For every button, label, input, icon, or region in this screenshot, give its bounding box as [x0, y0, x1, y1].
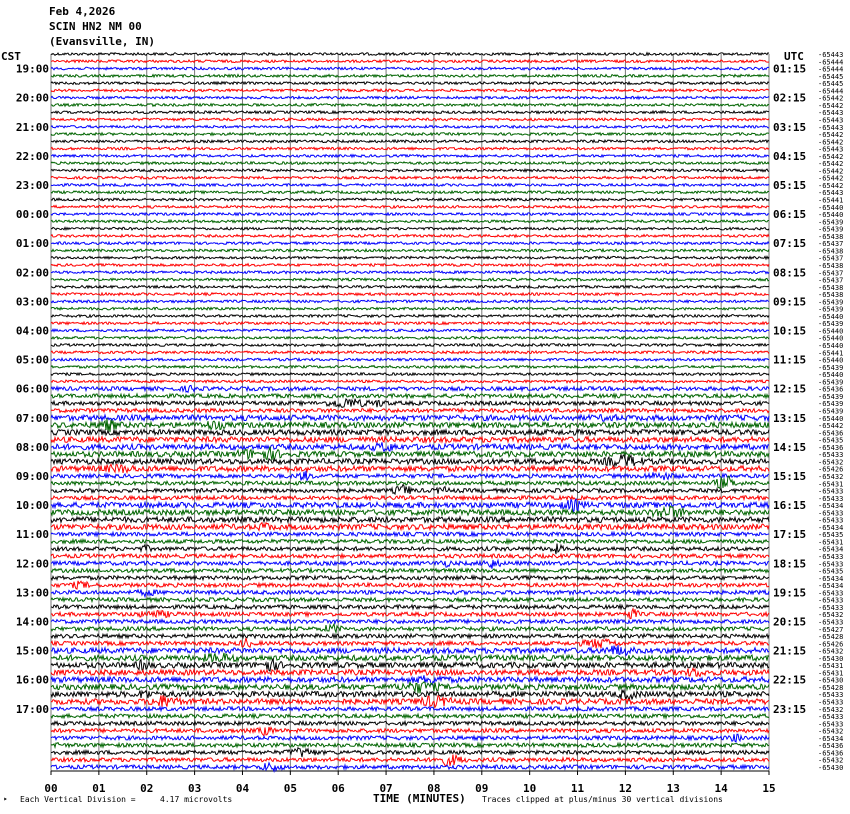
- trace-line: [51, 169, 769, 172]
- trace-offset-label: -65433: [818, 589, 844, 598]
- utc-time-label: 12:15: [773, 382, 807, 396]
- utc-time-label: 22:15: [773, 673, 807, 687]
- trace-line: [51, 82, 769, 85]
- trace-offset-label: -65432: [818, 756, 844, 765]
- trace-line: [51, 249, 769, 252]
- cst-time-label: 11:00: [15, 528, 49, 542]
- utc-time-label: 23:15: [773, 702, 807, 716]
- trace-offset-label: -65434: [818, 523, 844, 532]
- trace-offset-label: -65432: [818, 458, 844, 467]
- trace-line: [51, 213, 769, 216]
- trace-line: [51, 191, 769, 194]
- utc-time-label: 14:15: [773, 440, 807, 454]
- trace-offset-label: -65440: [818, 342, 844, 351]
- cst-time-label: 00:00: [15, 208, 49, 222]
- x-tick-label: 10: [523, 782, 537, 795]
- trace-offset-label: -65426: [818, 465, 844, 474]
- header-location: (Evansville, IN): [49, 35, 155, 48]
- trace-line: [51, 576, 769, 580]
- utc-time-label: 06:15: [773, 208, 807, 222]
- trace-line: [51, 206, 769, 209]
- trace-offset-label: -65437: [818, 276, 844, 285]
- trace-offset-label: -65431: [818, 538, 844, 547]
- trace-line: [51, 653, 769, 662]
- trace-offset-label: -65439: [818, 363, 844, 372]
- trace-offset-label: -65433: [818, 494, 844, 503]
- trace-line: [51, 126, 769, 129]
- trace-line: [51, 140, 769, 143]
- footer-scale-label: Each Vertical Division =: [20, 795, 136, 804]
- trace-line: [51, 634, 769, 638]
- trace-offset-label: -65432: [818, 611, 844, 620]
- utc-time-label: 17:15: [773, 528, 807, 542]
- trace-line: [51, 366, 769, 369]
- trace-line: [51, 609, 769, 619]
- trace-line: [51, 235, 769, 238]
- trace-offset-label: -65440: [818, 312, 844, 321]
- trace-offset-label: -65434: [818, 582, 844, 591]
- trace-offset-label: -65443: [818, 145, 844, 154]
- cst-time-label: 13:00: [15, 586, 49, 600]
- trace-line: [51, 315, 769, 318]
- utc-time-label: 19:15: [773, 586, 807, 600]
- trace-offset-label: -65440: [818, 414, 844, 423]
- utc-time-label: 01:15: [773, 62, 807, 76]
- trace-line: [51, 485, 769, 494]
- x-tick-label: 07: [379, 782, 393, 795]
- x-tick-label: 09: [475, 782, 489, 795]
- trace-offset-label: -65442: [818, 181, 844, 190]
- trace-offset-label: -65434: [818, 574, 844, 583]
- cst-time-label: 07:00: [15, 411, 49, 425]
- trace-line: [51, 598, 769, 602]
- trace-offset-label: -65438: [818, 232, 844, 241]
- trace-line: [51, 176, 769, 179]
- trace-line: [51, 278, 769, 281]
- trace-line: [51, 256, 769, 259]
- cst-time-label: 04:00: [15, 324, 49, 338]
- trace-offset-label: -65443: [818, 123, 844, 132]
- trace-line: [51, 89, 769, 92]
- trace-line: [51, 707, 769, 711]
- trace-offset-label: -65433: [818, 603, 844, 612]
- trace-line: [51, 569, 769, 573]
- cst-time-label: 06:00: [15, 382, 49, 396]
- trace-offset-label: -65433: [818, 451, 844, 460]
- cst-time-label: 23:00: [15, 178, 49, 192]
- utc-time-label: 08:15: [773, 266, 807, 280]
- trace-line: [51, 734, 769, 742]
- trace-line: [51, 668, 769, 676]
- trace-offset-label: -65433: [818, 560, 844, 569]
- trace-line: [51, 60, 769, 63]
- cst-time-label: 19:00: [15, 62, 49, 76]
- x-tick-label: 04: [235, 782, 250, 795]
- trace-line: [51, 344, 769, 347]
- trace-offset-label: -65442: [818, 174, 844, 183]
- trace-line: [51, 544, 769, 555]
- trace-line: [51, 499, 769, 512]
- cst-time-label: 10:00: [15, 499, 49, 513]
- trace-line: [51, 755, 769, 766]
- trace-offset-label: -65442: [818, 160, 844, 169]
- footer-scale-value: 4.17 microvolts: [160, 795, 233, 804]
- trace-line: [51, 220, 769, 223]
- trace-offset-label: -65444: [818, 87, 844, 96]
- trace-line: [51, 415, 769, 422]
- trace-line: [51, 118, 769, 121]
- trace-offset-label: -65433: [818, 713, 844, 722]
- trace-line: [51, 471, 769, 481]
- trace-offset-label: -65434: [818, 734, 844, 743]
- left-axis-label: CST: [1, 50, 21, 63]
- trace-line: [51, 645, 769, 655]
- trace-line: [51, 399, 769, 408]
- trace-offset-label: -65436: [818, 385, 844, 394]
- trace-line: [51, 620, 769, 624]
- cst-time-label: 21:00: [15, 120, 49, 134]
- trace-offset-label: -65435: [818, 567, 844, 576]
- trace-offset-label: -65445: [818, 72, 844, 81]
- trace-offset-label: -65430: [818, 654, 844, 663]
- trace-line: [51, 748, 769, 757]
- trace-line: [51, 517, 769, 523]
- trace-line: [51, 581, 769, 589]
- trace-line: [51, 430, 769, 436]
- trace-line: [51, 605, 769, 609]
- cst-time-label: 20:00: [15, 91, 49, 105]
- trace-offset-label: -65443: [818, 51, 844, 59]
- x-tick-label: 01: [92, 782, 106, 795]
- trace-offset-label: -65428: [818, 683, 844, 692]
- trace-offset-label: -65444: [818, 65, 844, 74]
- trace-line: [51, 111, 769, 114]
- trace-line: [51, 242, 769, 245]
- trace-line: [51, 322, 769, 325]
- trace-line: [51, 155, 769, 158]
- trace-offset-label: -65438: [818, 247, 844, 256]
- trace-offset-label: -65439: [818, 407, 844, 416]
- utc-time-label: 15:15: [773, 469, 807, 483]
- x-tick-label: 03: [187, 782, 202, 795]
- trace-offset-label: -65437: [818, 269, 844, 278]
- trace-offset-label: -65439: [818, 298, 844, 307]
- utc-time-label: 09:15: [773, 295, 807, 309]
- x-tick-label: 08: [427, 782, 441, 795]
- trace-line: [51, 714, 769, 718]
- trace-offset-label: -65439: [818, 378, 844, 387]
- trace-offset-label: -65437: [818, 254, 844, 263]
- trace-line: [51, 67, 769, 70]
- cst-time-label: 09:00: [15, 469, 49, 483]
- footer-clip-note: Traces clipped at plus/minus 30 vertical divisions: [482, 795, 723, 804]
- x-tick-label: 00: [44, 782, 58, 795]
- trace-offset-label: -65443: [818, 116, 844, 125]
- trace-offset-label: -65436: [818, 742, 844, 751]
- trace-offset-label: -65441: [818, 196, 844, 205]
- trace-offset-label: -65432: [818, 647, 844, 656]
- trace-line: [51, 394, 769, 398]
- trace-offset-label: -65433: [818, 596, 844, 605]
- trace-line: [51, 554, 769, 558]
- trace-offset-label: -65434: [818, 545, 844, 554]
- trace-line: [51, 336, 769, 339]
- trace-offset-label: -65433: [818, 516, 844, 525]
- trace-offset-label: -65442: [818, 138, 844, 147]
- trace-offset-label: -65438: [818, 291, 844, 300]
- cst-time-label: 05:00: [15, 353, 49, 367]
- trace-line: [51, 307, 769, 310]
- trace-offset-label: -65434: [818, 502, 844, 511]
- trace-offset-label: -65433: [818, 487, 844, 496]
- trace-offset-label: -65442: [818, 152, 844, 161]
- trace-line: [51, 293, 769, 296]
- trace-line: [51, 162, 769, 165]
- trace-offset-label: -65432: [818, 727, 844, 736]
- trace-offset-label: -65442: [818, 422, 844, 431]
- trace-line: [51, 721, 769, 725]
- trace-line: [51, 184, 769, 187]
- x-tick-label: 12: [618, 782, 633, 795]
- trace-offset-label: -65439: [818, 320, 844, 329]
- x-tick-label: 05: [283, 782, 297, 795]
- trace-line: [51, 380, 769, 383]
- cst-time-label: 03:00: [15, 295, 49, 309]
- trace-line: [51, 385, 769, 392]
- utc-time-label: 21:15: [773, 644, 807, 658]
- utc-time-label: 11:15: [773, 353, 807, 367]
- trace-line: [51, 264, 769, 267]
- trace-line: [51, 540, 769, 544]
- trace-line: [51, 532, 769, 536]
- trace-line: [51, 373, 769, 376]
- trace-line: [51, 75, 769, 78]
- utc-time-label: 05:15: [773, 178, 807, 192]
- trace-offset-label: -65430: [818, 764, 844, 772]
- footer-marker: ‣: [3, 795, 8, 804]
- cst-time-label: 15:00: [15, 644, 49, 658]
- utc-time-label: 03:15: [773, 120, 807, 134]
- trace-line: [51, 358, 769, 361]
- trace-offset-label: -65442: [818, 167, 844, 176]
- trace-offset-label: -65436: [818, 443, 844, 452]
- trace-line: [51, 437, 769, 443]
- utc-time-label: 02:15: [773, 91, 807, 105]
- trace-offset-label: -65431: [818, 480, 844, 489]
- trace-offset-label: -65430: [818, 676, 844, 685]
- trace-offset-label: -65440: [818, 203, 844, 212]
- trace-line: [51, 271, 769, 274]
- trace-offset-label: -65441: [818, 349, 844, 358]
- trace-line: [51, 560, 769, 569]
- trace-offset-label: -65433: [818, 553, 844, 562]
- utc-time-label: 20:15: [773, 615, 807, 629]
- trace-line: [51, 763, 769, 771]
- trace-offset-label: -65439: [818, 400, 844, 409]
- trace-offset-label: -65440: [818, 211, 844, 220]
- header-date: Feb 4,2026: [49, 5, 116, 18]
- trace-offset-label: -65433: [818, 691, 844, 700]
- trace-offset-label: -65436: [818, 749, 844, 758]
- cst-time-label: 14:00: [15, 615, 49, 629]
- trace-line: [51, 695, 769, 707]
- trace-line: [51, 300, 769, 303]
- trace-line: [51, 496, 769, 500]
- trace-line: [51, 329, 769, 332]
- trace-line: [51, 464, 769, 473]
- cst-time-label: 02:00: [15, 266, 49, 280]
- trace-offset-label: -65440: [818, 356, 844, 365]
- x-axis-title: TIME (MINUTES): [373, 792, 466, 805]
- trace-line: [51, 133, 769, 136]
- trace-offset-label: -65433: [818, 720, 844, 729]
- trace-offset-label: -65439: [818, 218, 844, 227]
- traces: [51, 53, 769, 772]
- trace-line: [51, 104, 769, 107]
- trace-offset-label: -65438: [818, 283, 844, 292]
- utc-time-label: 18:15: [773, 557, 807, 571]
- trace-line: [51, 53, 769, 56]
- trace-offset-label: -65426: [818, 640, 844, 649]
- right-axis-label: UTC: [784, 50, 804, 63]
- trace-offset-label: -65432: [818, 472, 844, 481]
- trace-line: [51, 198, 769, 201]
- trace-line: [51, 523, 769, 531]
- cst-time-label: 22:00: [15, 149, 49, 163]
- x-tick-label: 13: [666, 782, 680, 795]
- header-station: SCIN HN2 NM 00: [49, 20, 142, 33]
- trace-offset-label: -65442: [818, 131, 844, 140]
- utc-time-label: 10:15: [773, 324, 807, 338]
- trace-line: [51, 96, 769, 99]
- trace-offset-label: -65439: [818, 225, 844, 234]
- trace-line: [51, 286, 769, 289]
- cst-time-label: 08:00: [15, 440, 49, 454]
- utc-time-label: 16:15: [773, 499, 807, 513]
- trace-offset-label: -65442: [818, 94, 844, 103]
- cst-time-label: 16:00: [15, 673, 49, 687]
- trace-line: [51, 727, 769, 736]
- utc-time-label: 04:15: [773, 149, 807, 163]
- trace-offset-label: -65437: [818, 240, 844, 249]
- trace-line: [51, 690, 769, 701]
- trace-offset-label: -65433: [818, 509, 844, 518]
- cst-time-label: 12:00: [15, 557, 49, 571]
- trace-line: [51, 743, 769, 748]
- x-tick-label: 14: [714, 782, 728, 795]
- trace-offset-label: -65440: [818, 371, 844, 380]
- utc-time-label: 07:15: [773, 237, 807, 251]
- trace-offset-label: -65440: [818, 327, 844, 336]
- x-tick-label: 15: [762, 782, 776, 795]
- trace-line: [51, 682, 769, 694]
- trace-offset-label: -65435: [818, 436, 844, 445]
- trace-offset-label: -65444: [818, 58, 844, 67]
- trace-offset-label: -65438: [818, 261, 844, 270]
- trace-offset-label: -65443: [818, 109, 844, 118]
- trace-offset-label: -65436: [818, 429, 844, 438]
- trace-offset-label: -65431: [818, 669, 844, 678]
- trace-line: [51, 409, 769, 413]
- trace-line: [51, 624, 769, 632]
- trace-offset-label: -65427: [818, 625, 844, 634]
- cst-time-label: 01:00: [15, 237, 49, 251]
- x-tick-label: 02: [140, 782, 154, 795]
- trace-offset-label: -65445: [818, 80, 844, 89]
- trace-offset-label: -65442: [818, 101, 844, 110]
- trace-line: [51, 351, 769, 354]
- trace-line: [51, 638, 769, 648]
- trace-offset-label: -65443: [818, 189, 844, 198]
- x-tick-label: 11: [570, 782, 585, 795]
- trace-line: [51, 147, 769, 150]
- trace-offset-label: -65428: [818, 633, 844, 642]
- trace-offset-label: -65433: [818, 618, 844, 627]
- trace-offset-label: -65433: [818, 698, 844, 707]
- utc-time-label: 13:15: [773, 411, 807, 425]
- trace-offset-label: -65439: [818, 392, 844, 401]
- trace-line: [51, 442, 769, 451]
- trace-offset-label: -65431: [818, 662, 844, 671]
- cst-time-label: 17:00: [15, 702, 49, 716]
- trace-offset-label: -65432: [818, 705, 844, 714]
- trace-offset-label: -65440: [818, 334, 844, 343]
- trace-line: [51, 590, 769, 597]
- trace-line: [51, 227, 769, 230]
- trace-offset-label: -65439: [818, 305, 844, 314]
- x-tick-label: 06: [331, 782, 345, 795]
- trace-offset-label: -65435: [818, 531, 844, 540]
